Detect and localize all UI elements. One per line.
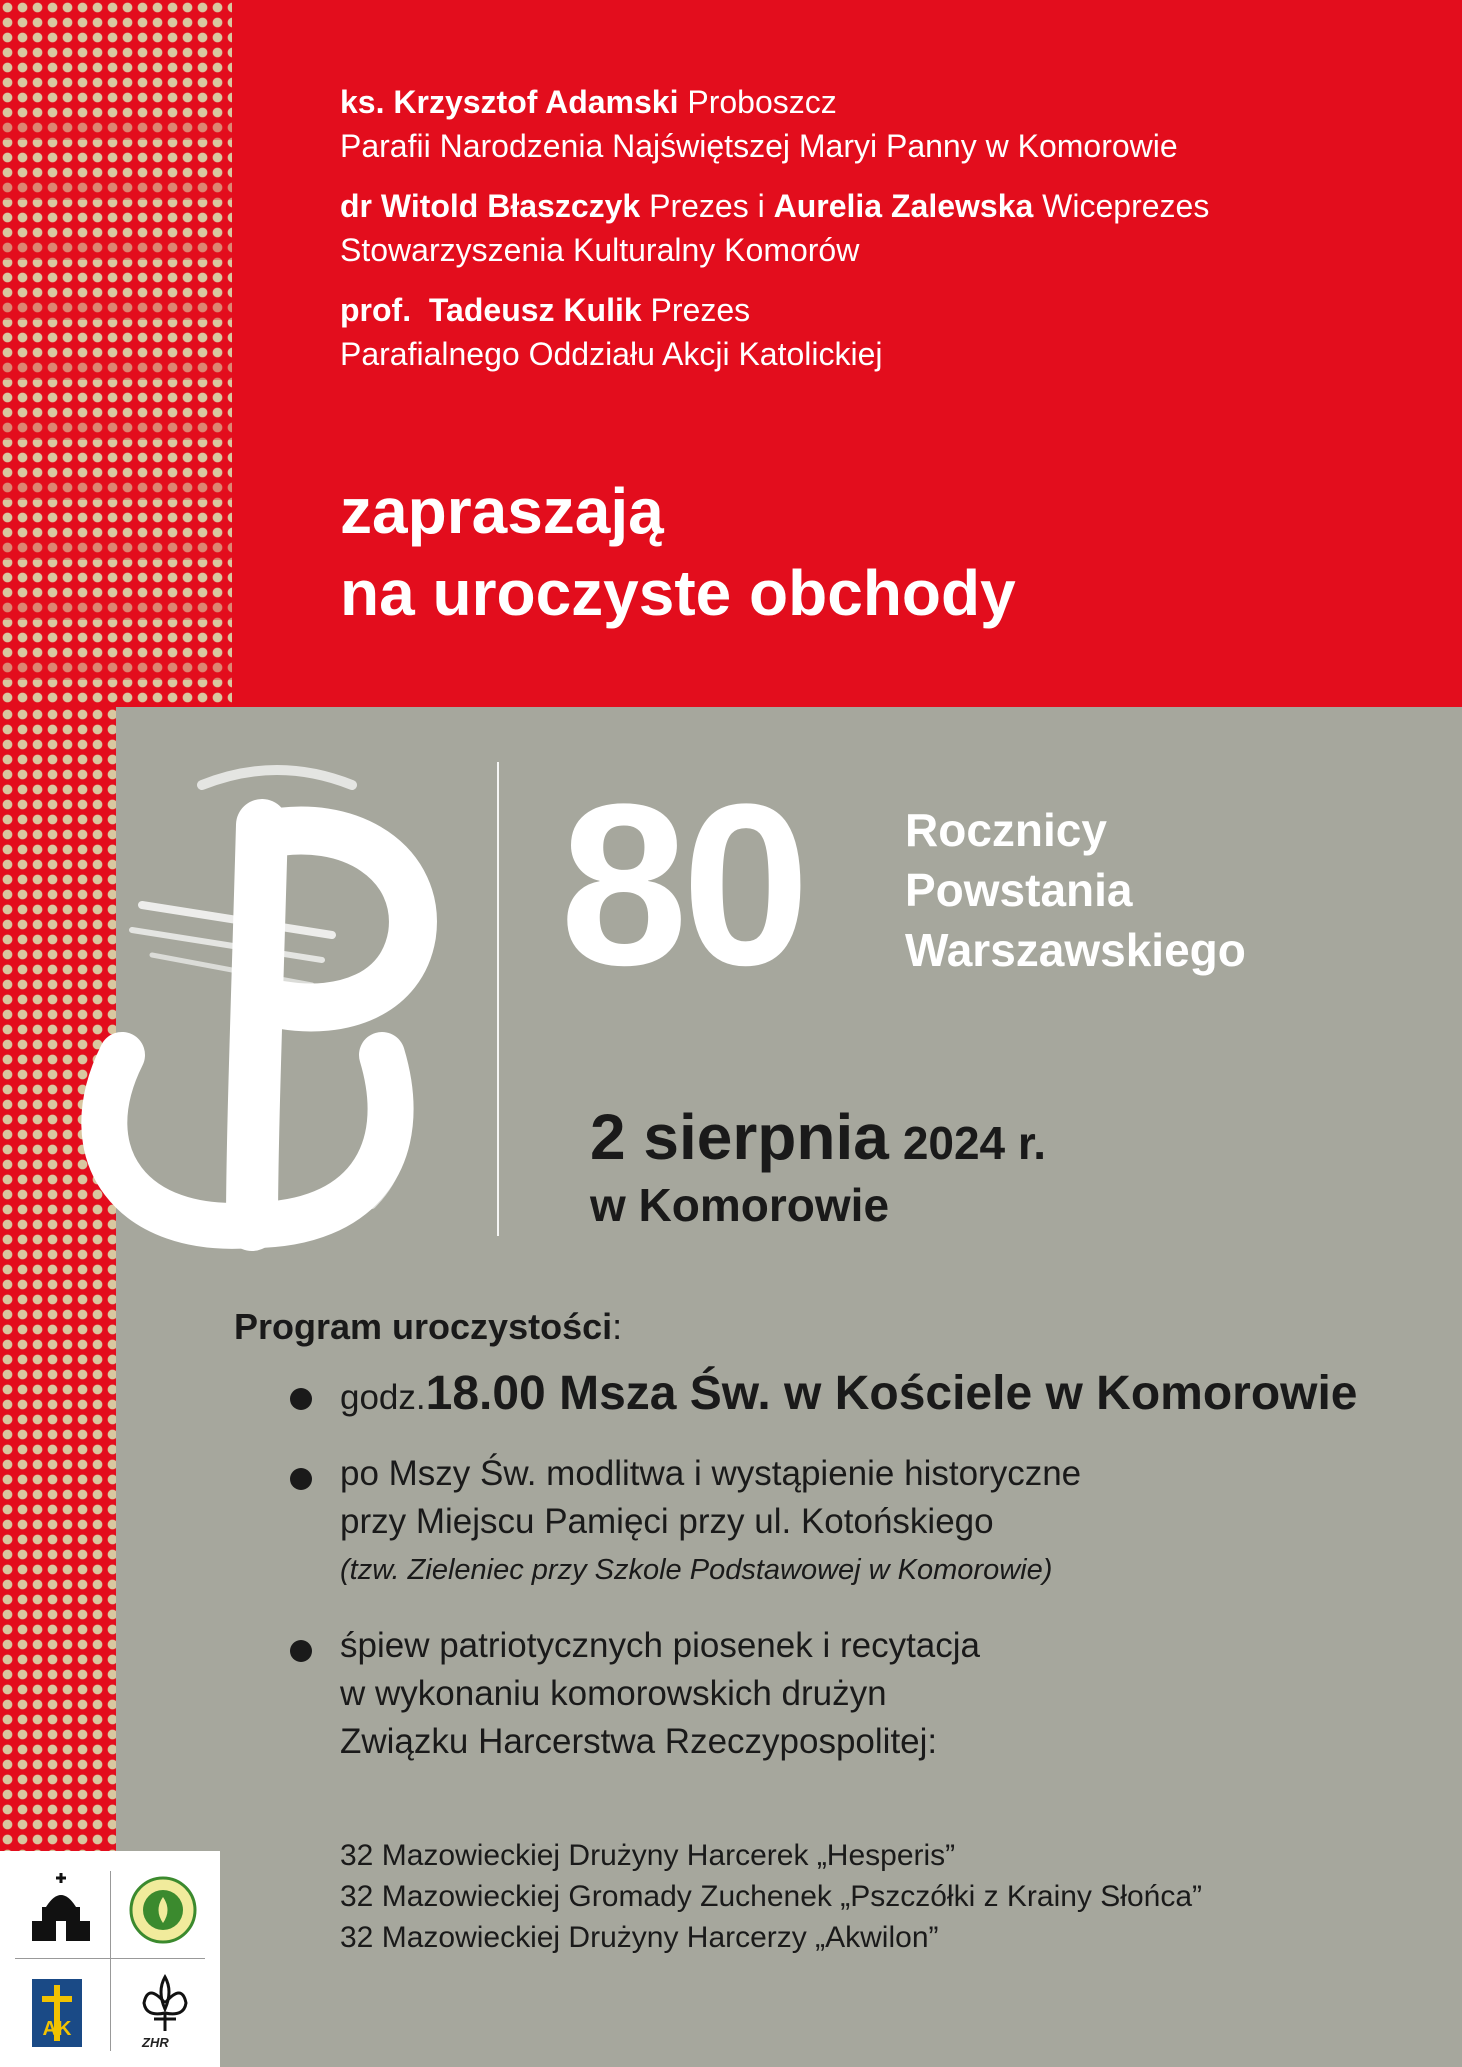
host-role: Wiceprezes: [1042, 188, 1210, 224]
program-item-note: (tzw. Zieleniec przy Szkole Podstawowej w Komorowie): [340, 1554, 1053, 1586]
program-item-line: śpiew patriotycznych piosenek i recytacja: [340, 1626, 981, 1665]
program-list: [290, 1367, 1450, 1794]
scout-teams-list: [340, 1835, 1202, 1958]
bullet-icon: [290, 1640, 312, 1662]
host-blaszczyk-zalewska: [340, 184, 1440, 272]
event-year: 2024 r.: [902, 1117, 1047, 1169]
host-org: Stowarzyszenia Kulturalny Komorów: [340, 232, 860, 268]
stowarzyszenie-logo-icon: [128, 1875, 198, 1945]
host-name: Aurelia Zalewska: [773, 188, 1034, 224]
host-role: Prezes: [650, 292, 751, 328]
program-title-text: Program uroczystości: [234, 1306, 613, 1347]
bullet-icon: [290, 1388, 312, 1410]
event-date: [590, 1100, 1046, 1232]
ak-logo-text: AK: [42, 2018, 72, 2040]
anniversary-number: 80: [560, 756, 804, 1013]
zhr-label: ZHR: [142, 2035, 169, 2050]
scout-team: 32 Mazowieckiej Drużyny Harcerzy „Akwilon”: [340, 1921, 939, 1954]
church-icon: [28, 1871, 94, 1951]
host-role: Prezes i: [649, 188, 765, 224]
program-item-line: Związku Harcerstwa Rzeczypospolitej:: [340, 1722, 938, 1761]
event-day: 2 sierpnia: [590, 1101, 889, 1173]
anniversary-title: [905, 800, 1246, 980]
sponsor-logos: [0, 1851, 220, 2067]
akcja-katolicka-logo-icon: [32, 1979, 82, 2047]
dot-pattern-shading: [0, 120, 232, 680]
scout-team: 32 Mazowieckiej Gromady Zuchenek „Pszczółki z Krainy Słońca”: [340, 1880, 1202, 1913]
anniversary-line: Rocznicy: [905, 804, 1107, 856]
event-place: w Komorowie: [590, 1179, 890, 1231]
program-item-prefix: godz.: [340, 1378, 426, 1417]
program-item-line: przy Miejscu Pamięci przy ul. Kotońskiego: [340, 1502, 994, 1541]
program-item-mass: [290, 1367, 1450, 1422]
host-adamski: [340, 80, 1440, 168]
program-title-colon: :: [612, 1306, 623, 1347]
host-name: prof. Tadeusz Kulik: [340, 292, 642, 328]
host-org: Parafialnego Oddziału Akcji Katolickiej: [340, 336, 883, 372]
program-item-line: po Mszy Św. modlitwa i wystąpienie historyczne: [340, 1454, 1082, 1493]
program-item-prayer: [290, 1450, 1450, 1594]
host-name: ks. Krzysztof Adamski: [340, 84, 679, 120]
logo-divider-horizontal: [15, 1958, 205, 1959]
vertical-divider: [497, 762, 499, 1236]
program-title: [234, 1306, 622, 1348]
kotwica-icon: [52, 755, 452, 1255]
invitation-heading: [340, 470, 1016, 634]
zhr-lily-icon: [140, 1973, 190, 2035]
program-item-main: 18.00 Msza Św. w Kościele w Komorowie: [425, 1367, 1358, 1420]
host-kulik: [340, 288, 1440, 376]
anniversary-line: Powstania: [905, 864, 1133, 916]
anniversary-line: Warszawskiego: [905, 924, 1246, 976]
invite-line: na uroczyste obchody: [340, 557, 1016, 629]
logo-divider-vertical: [110, 1871, 111, 2051]
bullet-icon: [290, 1468, 312, 1490]
host-role: Proboszcz: [687, 84, 837, 120]
hosts-list: [340, 80, 1440, 392]
invite-line: zapraszają: [340, 475, 664, 547]
program-item-songs: [290, 1622, 1450, 1766]
scout-team: 32 Mazowieckiej Drużyny Harcerek „Hesperis”: [340, 1839, 956, 1872]
program-item-line: w wykonaniu komorowskich drużyn: [340, 1674, 887, 1713]
host-org: Parafii Narodzenia Najświętszej Maryi Panny w Komorowie: [340, 128, 1178, 164]
host-name: dr Witold Błaszczyk: [340, 188, 641, 224]
